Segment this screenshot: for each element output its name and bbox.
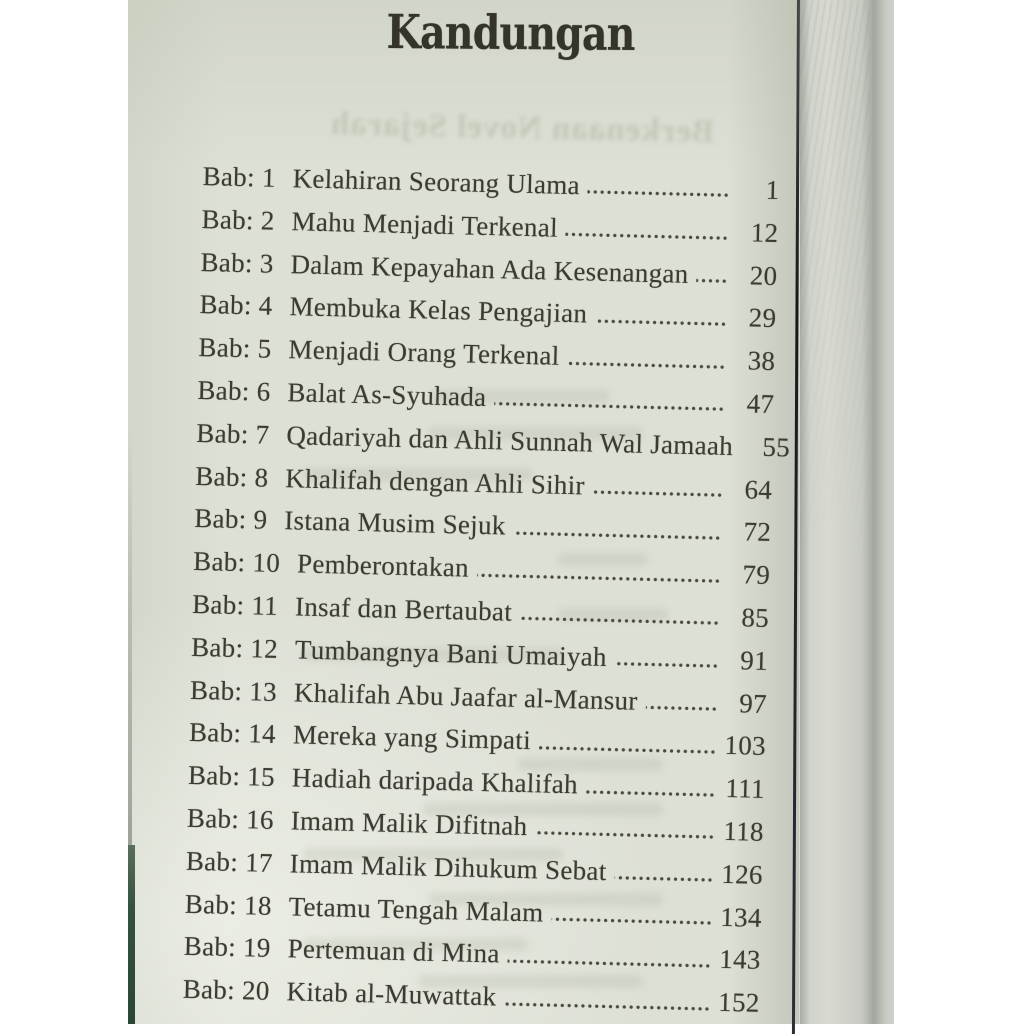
chapter-label: Bab: 2 [201,206,275,235]
chapter-label: Bab: 18 [185,890,273,920]
toc-entry [197,377,774,418]
chapter-page-number: 38 [731,347,776,375]
chapter-page-number: 20 [733,262,778,290]
chapter-label: Bab: 17 [186,848,274,878]
chapter-title: Imam Malik Difitnah [290,807,527,840]
chapter-page-number: 152 [715,989,760,1017]
toc-entry [194,505,771,546]
dot-leader [593,489,724,499]
toc-entry [186,848,763,889]
chapter-title: Mereka yang Simpati [293,722,532,755]
toc-entry [198,334,775,375]
chapter-label: Bab: 14 [189,719,277,749]
chapter-title: Qadariyah dan Ahli Sunnah Wal Jamaah [286,422,733,460]
dot-leader [586,788,716,798]
dot-leader [477,571,721,584]
dot-leader [615,660,719,670]
chapter-title: Tumbangnya Bani Umaiyah [295,636,607,671]
chapter-label: Bab: 7 [196,420,270,449]
toc-entry [200,249,777,290]
chapter-label: Bab: 3 [200,249,274,278]
chapter-page-number: 103 [722,732,767,760]
dot-leader [494,401,725,414]
toc-entry [195,462,772,503]
toc-entry [182,976,759,1017]
toc-entry [189,719,766,760]
chapter-title: Khalifah Abu Jaafar al-Mansur [294,679,638,715]
chapter-title: Imam Malik Dihukum Sebat [289,850,606,885]
toc-entry [191,634,768,675]
toc-entry [190,676,767,717]
chapter-label: Bab: 6 [197,377,271,406]
chapter-title: Mahu Menjadi Terkenal [291,208,558,242]
toc-entry [187,805,764,846]
dot-leader [566,231,730,242]
dot-leader [520,615,720,627]
toc-entry [185,890,762,931]
chapter-title: Dalam Kepayahan Ada Kesenangan [290,251,689,288]
chapter-title: Hadiah daripada Khalifah [292,765,579,799]
chapter-title: Khalifah dengan Ahli Sihir [285,465,585,500]
chapter-title: Pertemuan di Mina [287,936,500,969]
toc-list [182,163,780,1033]
dot-leader [614,874,713,883]
dot-leader [539,744,717,755]
page-title: Kandungan [241,6,781,61]
dot-leader [588,189,731,199]
chapter-page-number: 47 [730,390,775,418]
toc-entry [193,548,770,589]
chapter-page-number: 126 [718,861,763,889]
chapter-title: Pemberontakan [297,551,469,583]
chapter-label: Bab: 10 [193,548,281,578]
toc-entry [201,206,778,247]
chapter-page-number: 143 [716,946,761,974]
chapter-title: Kelahiran Seorang Ulama [292,165,580,199]
chapter-label: Bab: 9 [194,505,268,534]
chapter-title: Membuka Kelas Pengajian [289,294,587,329]
chapter-label: Bab: 20 [182,976,270,1006]
chapter-title: Kitab al-Muwattak [286,978,496,1011]
toc-entry [199,291,776,332]
chapter-page-number: 85 [725,604,770,632]
chapter-title: Tetamu Tengah Malam [288,893,543,927]
page-block-shadow [862,0,886,1024]
chapter-title: Balat As-Syuhada [287,379,487,411]
chapter-label: Bab: 5 [198,334,272,363]
dot-leader [645,704,717,713]
chapter-page-number: 79 [726,561,771,589]
chapter-label: Bab: 15 [188,762,276,792]
chapter-label: Bab: 11 [192,591,278,620]
chapter-page-number: 12 [734,219,779,247]
chapter-label: Bab: 4 [199,291,273,320]
dot-leader [696,277,728,285]
chapter-title: Insaf dan Bertaubat [295,593,513,626]
page-block-streaks [800,0,870,560]
chapter-page-number: 134 [717,903,762,931]
toc-entry [188,762,765,803]
ghost-showthrough-text: Berkenaan Novel Sejarah [272,105,773,152]
dot-leader [551,916,712,927]
chapter-page-number: 72 [727,518,772,546]
book-photo [128,0,894,1024]
chapter-page-number: 91 [724,647,769,675]
chapter-label: Bab: 13 [190,676,278,706]
dot-leader [504,1000,710,1012]
book-cover-sliver [128,845,135,1024]
chapter-label: Bab: 19 [184,933,272,963]
chapter-page-number: 97 [723,689,768,717]
chapter-page-number: 1 [735,176,780,204]
dot-leader [595,317,727,327]
dot-leader [513,529,722,541]
chapter-label: Bab: 16 [187,805,275,835]
dot-leader [507,957,711,969]
chapter-page-number: 29 [732,304,777,332]
toc-entry [184,933,761,974]
dot-leader [567,360,726,371]
chapter-label: Bab: 8 [195,462,269,491]
toc-entry [196,420,773,461]
chapter-label: Bab: 12 [191,634,279,664]
chapter-page-number: 64 [728,476,773,504]
chapter-page-number: 111 [721,775,766,803]
dot-leader [535,830,715,841]
toc-entry [192,591,769,632]
chapter-title: Menjadi Orang Terkenal [288,336,560,370]
chapter-title: Istana Musim Sejuk [284,507,506,540]
page-left-edge [128,430,132,850]
chapter-page-number: 55 [746,433,791,461]
chapter-page-number: 118 [719,818,764,846]
chapter-label: Bab: 1 [202,163,276,192]
